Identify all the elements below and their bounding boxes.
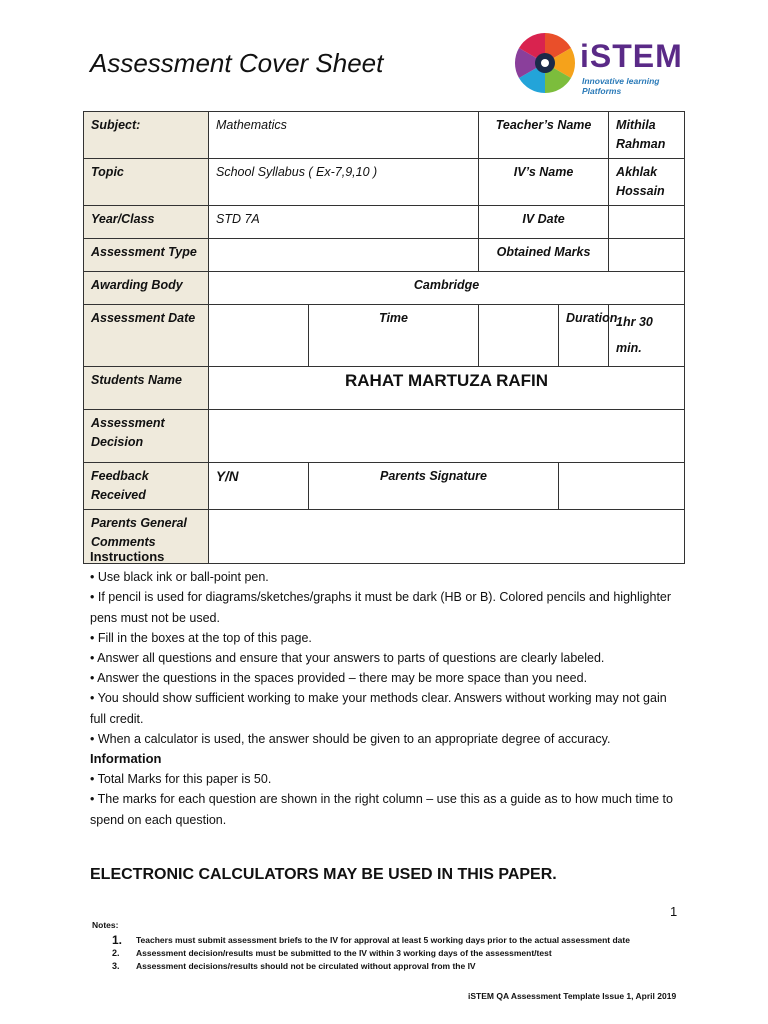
students-name-label: Students Name: [84, 367, 209, 410]
subject-label: Subject:: [84, 112, 209, 159]
teacher-name-value[interactable]: Mithila Rahman: [609, 112, 685, 159]
note-text: Assessment decisions/results should not be circulated without approval from the IV: [136, 961, 476, 971]
page-title: Assessment Cover Sheet: [90, 48, 384, 78]
instruction-item: • Use black ink or ball-point pen.: [90, 570, 269, 585]
istem-logo-icon: [512, 30, 578, 96]
awarding-body-value[interactable]: Cambridge: [209, 272, 685, 305]
logo-brand-text: iSTEM: [580, 38, 683, 74]
duration-value[interactable]: [609, 305, 685, 367]
notes-label: Notes:: [92, 920, 119, 930]
parents-comments-label-line2: Comments: [91, 535, 156, 549]
iv-date-label: IV Date: [479, 206, 609, 239]
obtained-marks-label: Obtained Marks: [479, 239, 609, 272]
topic-label: Topic: [84, 159, 209, 206]
subject-value[interactable]: Mathematics: [209, 112, 479, 159]
duration-label: Duration: [559, 305, 609, 367]
instruction-item: • You should show sufficient working to make your methods clear. Answers without working may not gain full credit.: [90, 691, 667, 726]
footer-template-info: iSTEM QA Assessment Template Issue 1, April 2019: [468, 991, 677, 1001]
note-number: 1.: [112, 933, 123, 947]
instructions-heading: Instructions: [90, 549, 165, 564]
note-item: [92, 960, 692, 973]
instruction-item: • Answer all questions and ensure that your answers to parts of questions are clearly labeled.: [90, 651, 605, 666]
note-item: [92, 947, 692, 960]
teacher-name-label: Teacher’s Name: [479, 112, 609, 159]
note-number: 3.: [112, 961, 120, 971]
topic-value[interactable]: School Syllabus ( Ex-7,9,10 ): [209, 159, 479, 206]
assessment-decision-value[interactable]: [209, 410, 685, 463]
obtained-marks-value[interactable]: [609, 239, 685, 272]
instruction-item: • Answer the questions in the spaces provided – there may be more space than you need.: [90, 671, 588, 686]
information-item: • Total Marks for this paper is 50.: [90, 772, 272, 787]
information-heading: Information: [90, 751, 162, 767]
assessment-decision-label: [84, 410, 209, 463]
year-class-value[interactable]: STD 7A: [209, 206, 479, 239]
note-text: Teachers must submit assessment briefs to the IV for approval at least 5 working days prior to the actual assessment date: [136, 935, 630, 945]
iv-date-value[interactable]: [609, 206, 685, 239]
iv-name-label: IV’s Name: [479, 159, 609, 206]
page-number: 1: [670, 904, 678, 919]
logo-tagline: Innovative learning Platforms: [582, 76, 660, 96]
instruction-item: • Fill in the boxes at the top of this page.: [90, 630, 312, 645]
assessment-decision-label-line2: Decision: [91, 435, 144, 449]
awarding-body-label: Awarding Body: [84, 272, 209, 305]
students-name-value[interactable]: RAHAT MARTUZA RAFIN: [209, 367, 685, 410]
instructions-section: [90, 547, 680, 830]
time-value[interactable]: [479, 305, 559, 367]
year-class-label: Year/Class: [84, 206, 209, 239]
information-item: • The marks for each question are shown in the right column – use this as a guide as to how much time to spend on each question.: [90, 792, 673, 827]
istem-logo: [512, 30, 687, 96]
notes-section: [92, 920, 692, 973]
feedback-received-label: Feedback Received: [84, 463, 209, 510]
assessment-type-value[interactable]: [209, 239, 479, 272]
iv-name-value[interactable]: Akhlak Hossain: [609, 159, 685, 206]
notes-list: [92, 934, 692, 973]
parents-signature-label: Parents Signature: [309, 463, 559, 510]
instruction-item: • When a calculator is used, the answer should be given to an appropriate degree of accuracy.: [90, 731, 611, 746]
assessment-date-value[interactable]: [209, 305, 309, 367]
time-label: Time: [309, 305, 479, 367]
calculator-notice: ELECTRONIC CALCULATORS MAY BE USED IN THIS PAPER.: [90, 866, 557, 883]
cover-table: [83, 111, 685, 564]
duration-value-line1: 1hr 30: [616, 315, 653, 329]
parents-comments-label-line1: Parents General: [91, 516, 187, 530]
parents-signature-value[interactable]: [559, 463, 685, 510]
note-number: 2.: [112, 948, 120, 958]
assessment-type-label: Assessment Type: [84, 239, 209, 272]
note-item: [92, 934, 692, 947]
instruction-item: • If pencil is used for diagrams/sketches/graphs it must be dark (HB or B). Colored pencils and highlighter pens must not be used.: [90, 590, 672, 625]
assessment-decision-label-line1: Assessment: [91, 416, 165, 430]
assessment-date-label: Assessment Date: [84, 305, 209, 367]
duration-value-line2: min.: [616, 341, 642, 355]
feedback-received-value[interactable]: Y/N: [209, 463, 309, 510]
note-text: Assessment decision/results must be submitted to the IV within 3 working days of the assessment/test: [136, 948, 552, 958]
